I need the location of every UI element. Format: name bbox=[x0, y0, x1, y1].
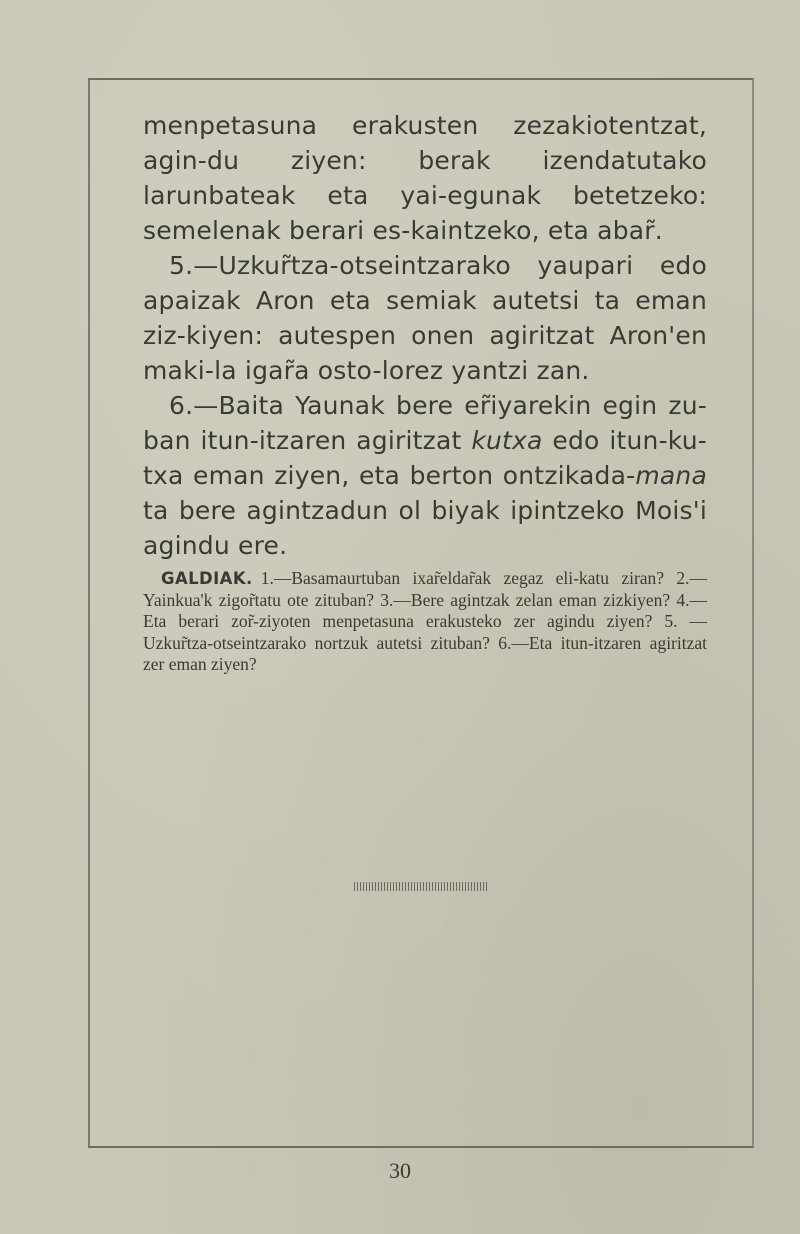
paragraph-2 bbox=[143, 248, 707, 388]
paragraph-3-text-b: edo itun-ku-txa eman ziyen, eta berton ontzikada- bbox=[143, 426, 707, 490]
paragraph-3-text-c: ta bere agintzadun ol biyak ipintzeko Mois'i agindu ere. bbox=[143, 496, 707, 560]
paragraph-3-italic-kutxa: kutxa bbox=[471, 426, 543, 455]
ornament-divider bbox=[354, 882, 488, 891]
questions-heading: GALDIAK. bbox=[161, 569, 253, 588]
paragraph-1-text: menpetasuna erakusten zezakiotentzat, agin-du ziyen: berak izendatutako larunbateak eta yai-egunak betetzeko: semelenak berari es-kaintzeko, eta abar̃. bbox=[143, 111, 707, 245]
paragraph-3-italic-mana: mana bbox=[635, 461, 707, 490]
questions-text: 1.—Basamaurtuban ixar̃eldar̃ak zegaz eli-katu ziran? 2.—Yainkua'k zigor̃tatu ote zituban? 3.—Bere agintzak zelan eman zizkiyen? 4.—Eta berari zor̃-ziyoten menpetasuna erakusteko zer agindu ziyen? 5. — Uzkur̃tza-otseintzarako nortzuk autetsi zituban? 6.—Eta itun-itzaren agiritzat zer eman ziyen? bbox=[143, 568, 707, 675]
main-text bbox=[143, 108, 707, 563]
paragraph-2-text: 5.—Uzkur̃tza-otseintzarako yaupari edo apaizak Aron eta semiak autetsi ta eman ziz-kiyen: autespen onen agiritzat Aron'en maki-la igar̃a osto-lorez yantzi zan. bbox=[143, 251, 707, 385]
paragraph-3-text-a: 6.—Baita Yaunak bere er̃iyarekin egin zu-ban itun-itzaren agiritzat bbox=[143, 391, 707, 455]
paragraph-1 bbox=[143, 108, 707, 248]
paragraph-3 bbox=[143, 388, 707, 563]
questions-block bbox=[143, 568, 707, 676]
page-number: 30 bbox=[389, 1158, 411, 1183]
